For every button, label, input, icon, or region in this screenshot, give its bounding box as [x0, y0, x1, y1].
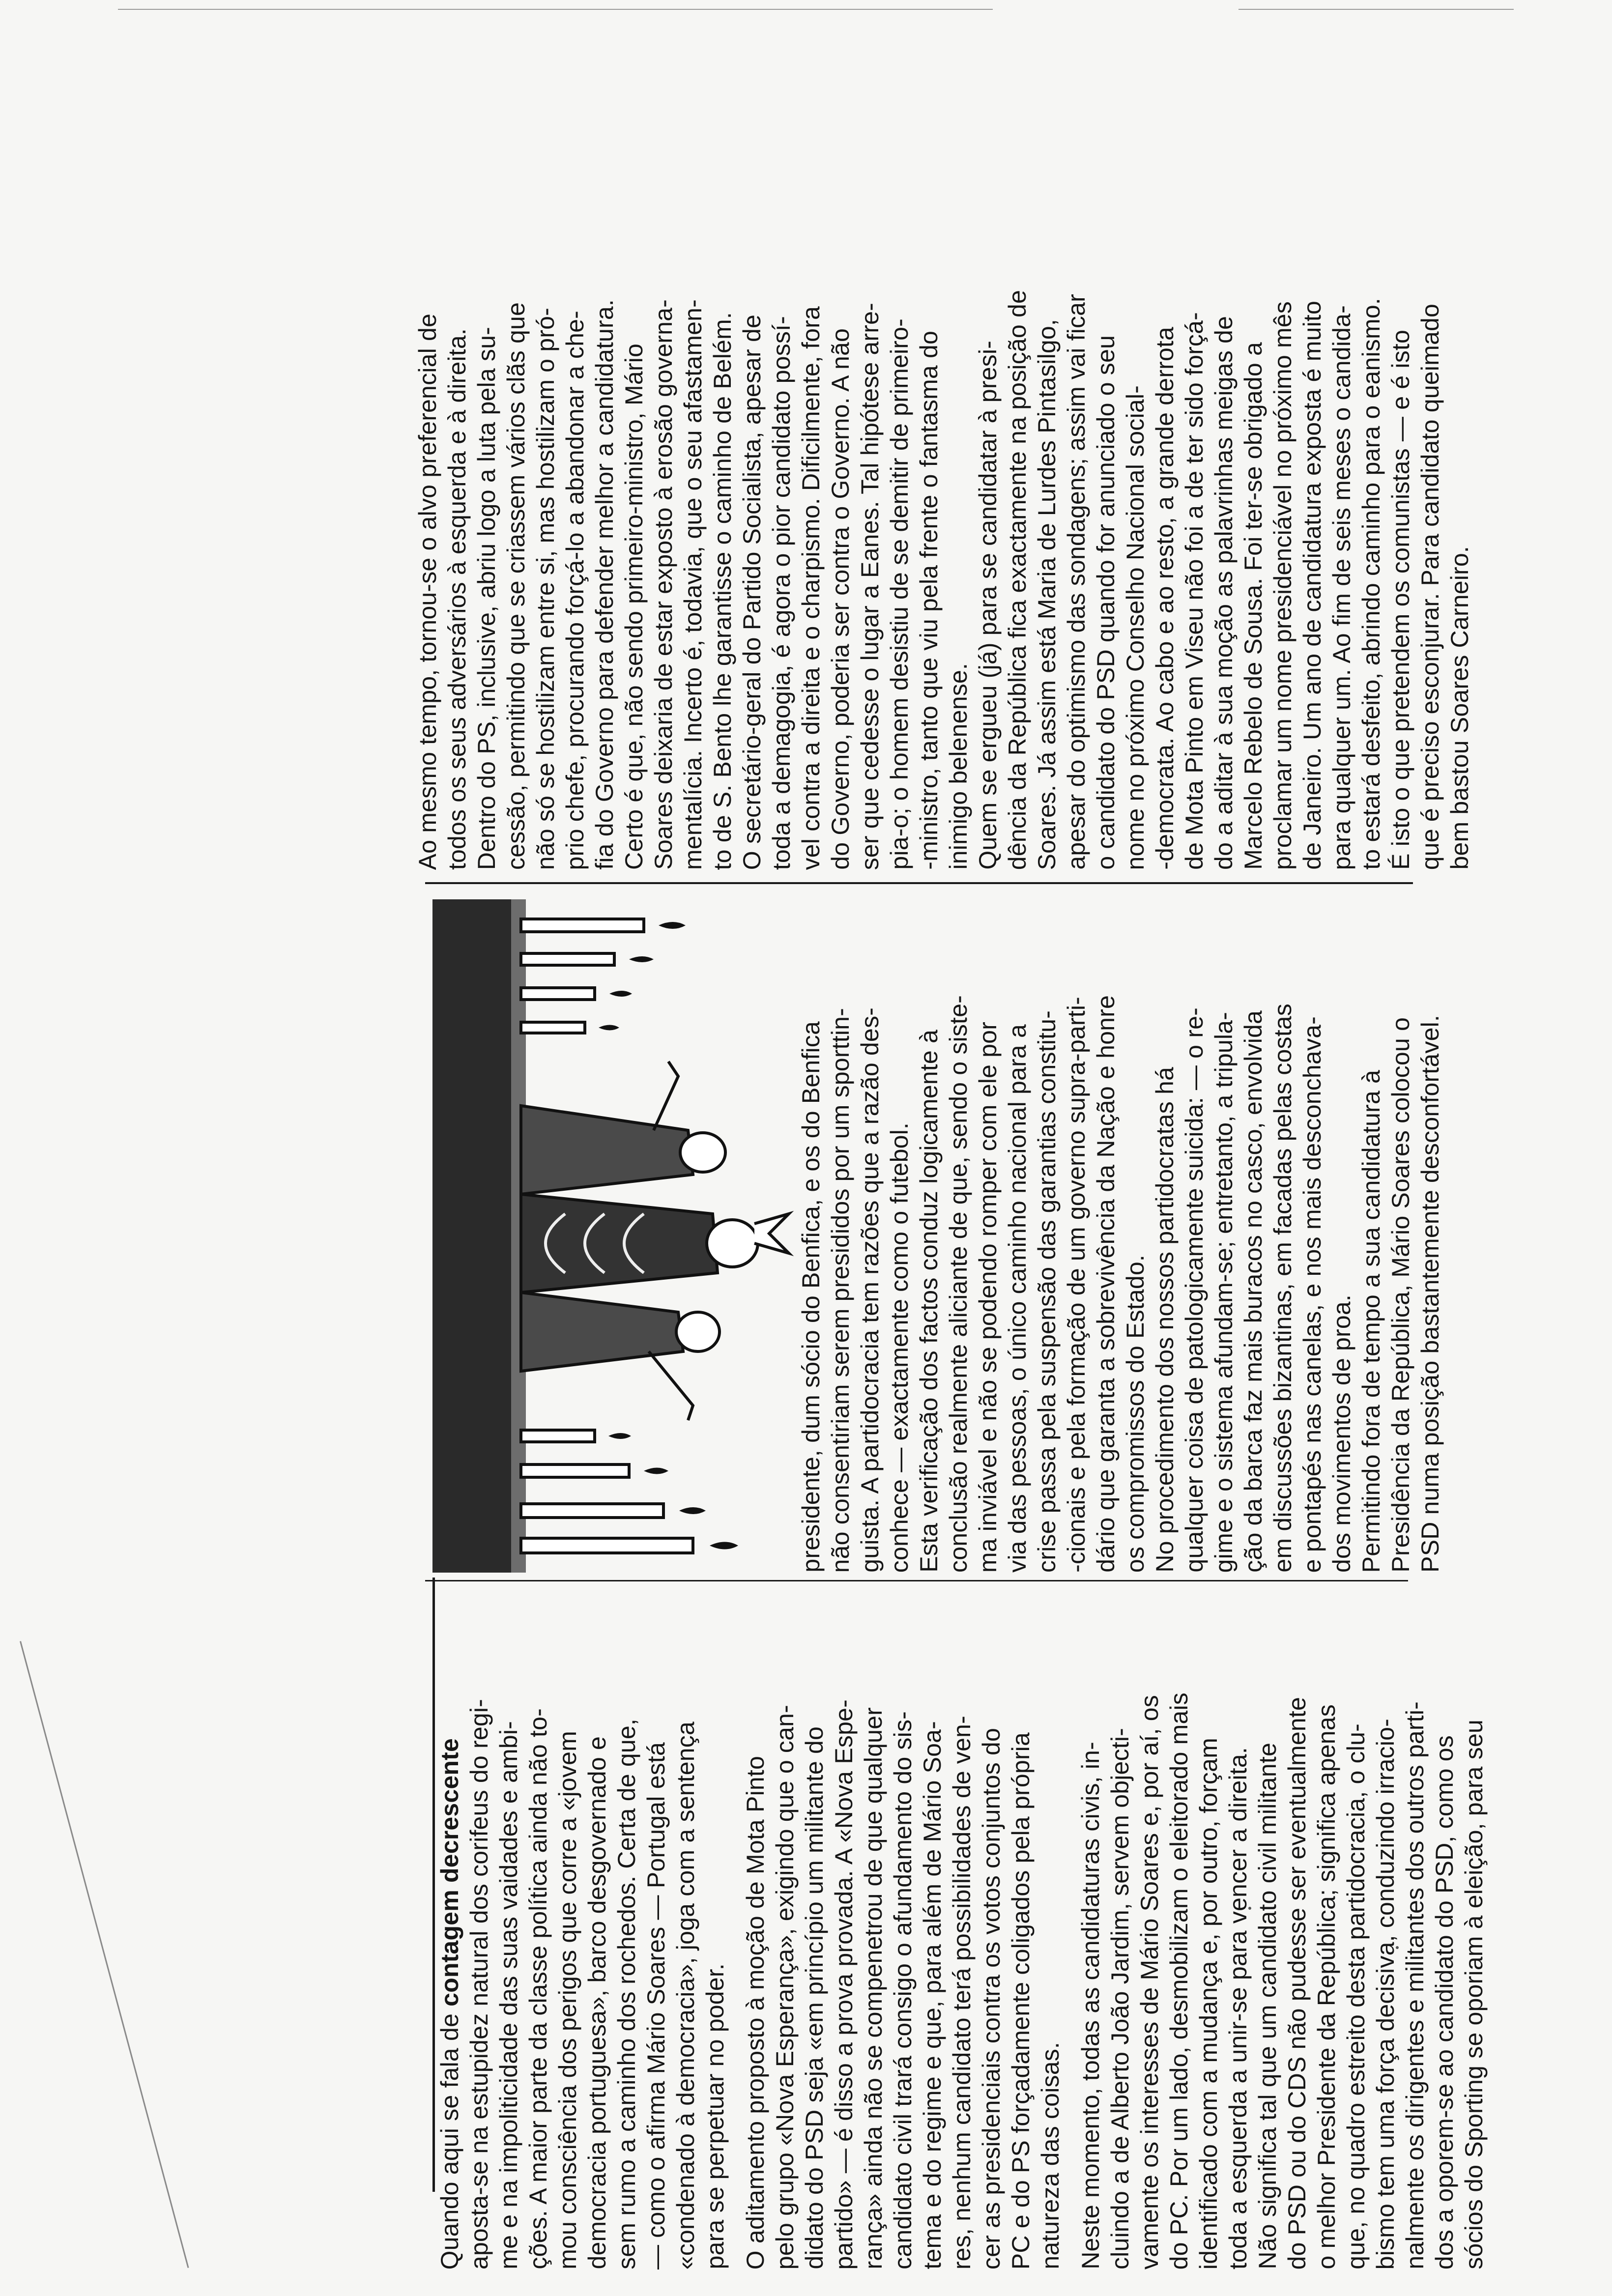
- text-line: Neste momento, todas as candidaturas civis, in-: [1077, 1742, 1104, 2269]
- text-line: PSD numa posição bastantemente desconfortável.: [1416, 1015, 1444, 1573]
- text-line: do Governo, poderia ser contra o Governo. A não: [827, 328, 854, 870]
- text-line: democracia portuguesa», barco desgovernado e: [583, 1736, 611, 2269]
- flames-right: [608, 1433, 738, 1550]
- text-line: qualquer coisa de patologicamente suicida: — o re-: [1180, 1007, 1208, 1573]
- text-line: O aditamento proposto à moção de Mota Pinto: [742, 1755, 769, 2269]
- text-line: pelo grupo «Nova Esperança», exigindo que o can-: [771, 1704, 799, 2269]
- text-line: Ao mesmo tempo, tornou-se o alvo preferencial de: [414, 313, 441, 870]
- text-line: de Janeiro. Um ano de candidatura exposta é muito: [1298, 301, 1326, 870]
- text-line: Quando aqui se fala de contagem decrescente: [436, 1738, 463, 2269]
- scan-edge-diagonal: [20, 1641, 189, 2268]
- bold-phrase: contagem decrescente: [436, 1738, 463, 2007]
- article-column-2: [796, 890, 1444, 1573]
- text-line: É isto o que pretendem os comunistas — e é isto: [1387, 330, 1414, 870]
- text-line: didato do PSD seja «em princípio um militante do: [801, 1726, 828, 2269]
- text-line: conhece — exactamente como o futebol.: [886, 1122, 913, 1573]
- editorial-illustration: [432, 899, 791, 1573]
- text-line: gime e o sistema afundam-se; entretanto, a tripula-: [1210, 1011, 1238, 1573]
- candles-left: [521, 919, 644, 1033]
- text-line: ma inviável e não se podendo romper com ele por: [974, 1021, 1002, 1573]
- text-line: — como o afirma Mário Soares — Portugal está: [642, 1742, 670, 2269]
- central-figures: [521, 1062, 789, 1420]
- text-line: «condenado à democracia», joga com a sentença: [672, 1721, 699, 2269]
- text-line: mou consciência dos perigos que corre a «jovem: [554, 1731, 581, 2269]
- text-line: rança» ainda não se compenetrou de que qualquer: [860, 1707, 887, 2269]
- text-line: cer as presidenciais contra os votos conjuntos do: [978, 1727, 1005, 2269]
- text-line: não só se hostilizam entre si, mas hostilizam o pró-: [532, 307, 559, 870]
- text-line: para qualquer um. Ao fim de seis meses o candida-: [1328, 305, 1355, 870]
- text-line: Marcelo Rebelo de Sousa. Foi ter-se obrigado a: [1239, 342, 1267, 870]
- text-line: Quem se ergueu (já) para se candidatar à presi-: [974, 341, 1002, 870]
- text-line: Permitindo fora de tempo a sua candidatura à: [1357, 1069, 1385, 1573]
- text-line: cessão, permitindo que se criassem vários clãs que: [502, 302, 530, 870]
- candles-right: [521, 1430, 693, 1553]
- text-line: nalmente os dirigentes e militantes dos outros parti-: [1401, 1701, 1429, 2269]
- text-line: bem bastou Soares Carneiro.: [1446, 546, 1473, 870]
- text-line: vamente os interesses de Mário Soares e, por aí, os: [1136, 1694, 1163, 2269]
- text-line: -ministro, tanto que viu pela frente o fantasma do: [915, 331, 943, 870]
- text-line: que, no quadro estreito desta partidocracia, o clu-: [1342, 1723, 1370, 2269]
- text-line: to estará desfeito, abrindo caminho para o eanismo.: [1357, 298, 1385, 870]
- text-line: fia do Governo para defender melhor a candidatura.: [591, 299, 618, 870]
- text-line: Certo é que, não sendo primeiro-ministro, Mário: [620, 344, 648, 870]
- text-line: o candidato do PSD quando for anunciado o seu: [1092, 335, 1120, 870]
- text-line: prio chefe, procurando forçá-lo a abandonar a che-: [561, 310, 589, 870]
- article-column-1: [435, 1586, 1488, 2269]
- text-line: No procedimento dos nossos partidocratas há: [1151, 1067, 1179, 1573]
- text-line: do PSD ou do CDS não pudesse ser eventualmente: [1283, 1696, 1311, 2269]
- text-line: Dentro do PS, inclusive, abriu logo a luta pela su-: [473, 326, 500, 870]
- text-line: Presidência da República, Mário Soares colocou o: [1387, 1017, 1414, 1573]
- illustration-ground: [432, 899, 516, 1573]
- text-line: me e na impoliticidade das suas vaidades e ambi-: [495, 1721, 522, 2269]
- text-line: to de S. Bento lhe garantisse o caminho de Belém.: [709, 312, 736, 870]
- text-line: via das pessoas, o único caminho nacional para a: [1004, 1024, 1031, 1573]
- article-column-3: [413, 231, 1473, 870]
- text-line: bismo tem uma força decisiva, conduzindo irracio-: [1372, 1718, 1399, 2269]
- text-line: natureza das coisas.: [1036, 2042, 1064, 2269]
- text-line: -democrata. Ao cabo e ao resto, a grande derrota: [1151, 327, 1179, 870]
- text-line: Soares deixaria de estar exposto à erosão governa-: [650, 299, 677, 870]
- scan-edge-line: [118, 9, 993, 10]
- text-line: e pontapés nas canelas, e nos mais desconchava-: [1298, 1016, 1326, 1573]
- text-line: guista. A partidocracia tem razões que a razão des-: [856, 1007, 884, 1573]
- text-line: que é preciso esconjurar. Para candidato queimado: [1416, 303, 1444, 870]
- text-line: todos os seus adversários à esquerda e à direita.: [443, 328, 471, 870]
- text-line: tema e do regime e que, para além de Mário Soa-: [919, 1721, 946, 2269]
- text-line: Não significa tal que um candidato civil militante: [1254, 1743, 1281, 2269]
- text-line: toda a esquerda a unir-se para vencer a direita.: [1224, 1747, 1252, 2269]
- text-line: presidente, dum sócio do Benfica, e os do Benfica: [797, 1021, 825, 1573]
- text-line: res, nenhum candidato terá possibilidades de ven-: [948, 1715, 976, 2269]
- text-line: pia-o; o homem desistiu de se demitir de primeiro-: [886, 318, 913, 870]
- text-line: -cionais e pela formação de um governo supra-parti-: [1063, 997, 1090, 1573]
- text-line: em discussões bizantinas, em facadas pelas costas: [1269, 1004, 1296, 1573]
- text-line: sócios do Sporting se oporiam à eleição, para seu: [1460, 1720, 1488, 2269]
- text-line: ções. A maior parte da classe política ainda não to-: [524, 1708, 552, 2269]
- text-line: mentalícia. Incerto é, todavia, que o seu afastamen-: [679, 299, 707, 870]
- text-line: Esta verificação dos factos conduz logicamente à: [915, 1030, 943, 1573]
- text-line: candidato civil trará consigo o afundamento do sis-: [889, 1711, 917, 2269]
- text-line: os compromissos do Estado.: [1122, 1254, 1149, 1573]
- text-line: aposta-se na estupidez natural dos corifeus do regi-: [465, 1698, 493, 2269]
- text-line: dos movimentos de proa.: [1328, 1294, 1355, 1573]
- text-line: ção da barca faz mais buracos no casco, envolvida: [1239, 1010, 1267, 1573]
- text-line: O secretário-geral do Partido Socialista, apesar de: [738, 314, 766, 870]
- column-1-text: [435, 1586, 1489, 2269]
- text-line: dos a oporem-se ao candidato do PSD, como os: [1431, 1735, 1458, 2269]
- text-line: o melhor Presidente da República; significa apenas: [1313, 1704, 1340, 2269]
- text-line: do a aditar à sua moção as palavrinhas meigas de: [1210, 316, 1238, 870]
- text-line: ser que cedesse o lugar a Eanes. Tal hipótese arre-: [856, 302, 884, 870]
- text-line: partido» — é disso a prova provada. A «Nova Espe-: [830, 1699, 858, 2269]
- text-line: Soares. Já assim está Maria de Lurdes Pintasilgo,: [1033, 318, 1061, 870]
- text-line: cluindo a de Alberto João Jardim, servem objecti-: [1106, 1727, 1134, 2269]
- flames-left: [599, 922, 686, 1031]
- column-divider-middle-rule: [425, 882, 1413, 884]
- column-3-text: [413, 231, 1474, 870]
- text-line: identificado com a mudança e, por outro, forçam: [1195, 1737, 1222, 2269]
- text-line: do PC. Por um lado, desmobilizam o eleitorado mais: [1165, 1692, 1193, 2269]
- text-line: nome no próximo Conselho Nacional social-: [1122, 385, 1149, 870]
- text-line: toda a demagogia, é agora o pior candidato possí-: [768, 316, 795, 870]
- text-line: dário que garanta a sobrevivência da Nação e honre: [1092, 995, 1120, 1573]
- column-divider-left-rule: [425, 1580, 1408, 1581]
- text-line: crise passa pela suspensão das garantias constitu-: [1033, 1010, 1061, 1573]
- text-line: não consentiriam serem presididos por um sporttin-: [827, 1007, 854, 1573]
- scan-edge-line-right: [1238, 9, 1514, 10]
- text-line: de Mota Pinto em Viseu não foi a de ter sido forçá-: [1180, 312, 1208, 870]
- text-line: apesar do optimismo das sondagens; assim vai ficar: [1063, 294, 1090, 870]
- column-2-text: [796, 890, 1445, 1573]
- text-line: proclamar um nome presidenciável no próximo mês: [1269, 301, 1296, 870]
- text-line: dência da República fica exactamente na posição de: [1004, 289, 1031, 870]
- text-line: PC e do PS forçadamente coligados pela própria: [1007, 1732, 1035, 2269]
- text-line: para se perpetuar no poder.: [701, 1963, 729, 2269]
- text-line: vel contra a direita e o charpismo. Dificilmente, fora: [797, 306, 825, 870]
- text-line: inimigo belenense.: [945, 663, 972, 870]
- text-line: sem rumo a caminho dos rochedos. Certa de que,: [613, 1719, 640, 2269]
- text-line: conclusão realmente aliciante de que, sendo o siste-: [945, 995, 972, 1573]
